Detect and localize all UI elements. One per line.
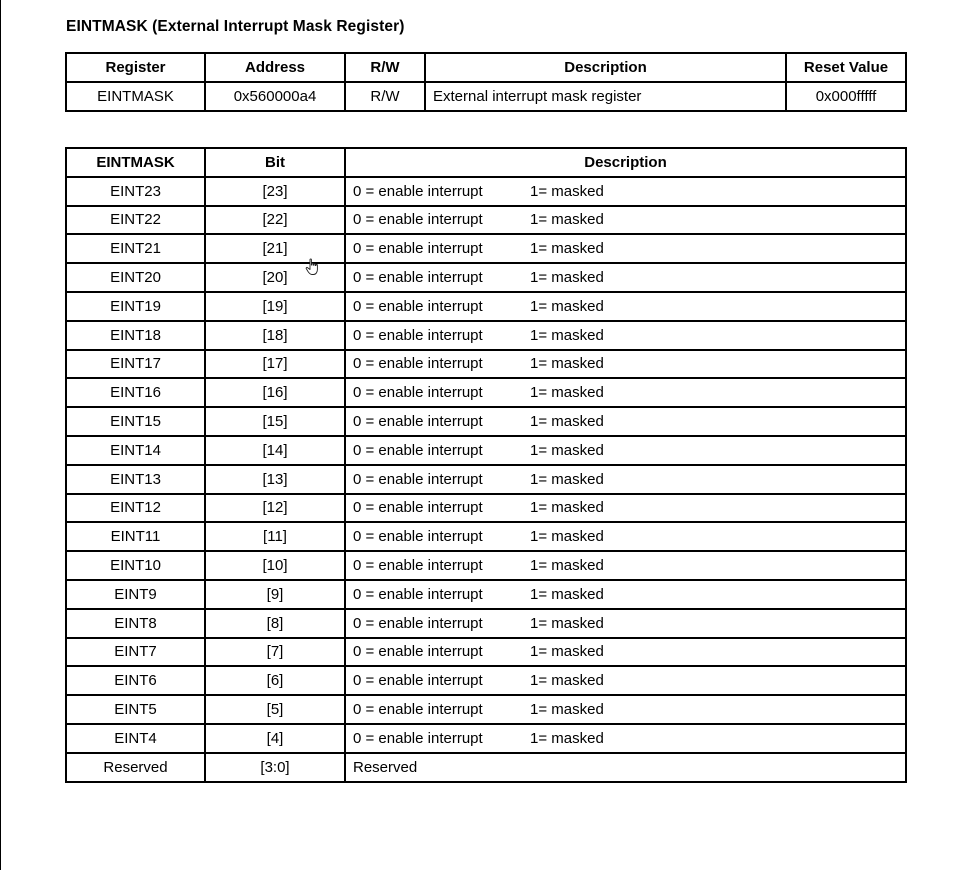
bit-description-cell bbox=[345, 177, 906, 206]
bit-description-cell bbox=[345, 378, 906, 407]
bit-description-one: 1= masked bbox=[530, 499, 604, 517]
bit-position-cell: [22] bbox=[205, 206, 345, 235]
column-header-description: Description bbox=[425, 53, 786, 82]
bit-table-row bbox=[66, 321, 906, 350]
bit-description-cell bbox=[345, 695, 906, 724]
bit-table-row bbox=[66, 666, 906, 695]
bit-description-one: 1= masked bbox=[530, 211, 604, 229]
bit-description-cell bbox=[345, 436, 906, 465]
bit-field-name-cell: EINT17 bbox=[66, 350, 205, 379]
bit-description-zero: 0 = enable interrupt bbox=[353, 240, 483, 258]
bit-table-row bbox=[66, 263, 906, 292]
bit-description-zero: 0 = enable interrupt bbox=[353, 182, 483, 200]
bit-field-name-cell: EINT20 bbox=[66, 263, 205, 292]
bit-table-row bbox=[66, 580, 906, 609]
bit-position-cell: [5] bbox=[205, 695, 345, 724]
bit-position-cell: [10] bbox=[205, 551, 345, 580]
bit-description-one: 1= masked bbox=[530, 269, 604, 287]
bit-table-row bbox=[66, 609, 906, 638]
bit-position-cell: [20] bbox=[205, 263, 345, 292]
bit-description-cell bbox=[345, 551, 906, 580]
bit-description-zero: 0 = enable interrupt bbox=[353, 470, 483, 488]
bit-description-one: 1= masked bbox=[530, 585, 604, 603]
bit-position-cell: [18] bbox=[205, 321, 345, 350]
bit-description-cell bbox=[345, 666, 906, 695]
bit-description-one: 1= masked bbox=[530, 413, 604, 431]
bit-field-table bbox=[65, 147, 907, 783]
bit-description-zero: 0 = enable interrupt bbox=[353, 211, 483, 229]
bit-table-row bbox=[66, 206, 906, 235]
bit-description-zero: 0 = enable interrupt bbox=[353, 269, 483, 287]
bit-description-cell bbox=[345, 465, 906, 494]
bit-description-cell bbox=[345, 350, 906, 379]
column-header-bit-description: Description bbox=[345, 148, 906, 177]
bit-table-row bbox=[66, 407, 906, 436]
bit-field-name-cell: EINT6 bbox=[66, 666, 205, 695]
register-table-header-row bbox=[66, 53, 906, 82]
bit-description-one: 1= masked bbox=[530, 557, 604, 575]
bit-position-cell: [21] bbox=[205, 234, 345, 263]
bit-field-name-cell: EINT4 bbox=[66, 724, 205, 753]
column-header-eintmask: EINTMASK bbox=[66, 148, 205, 177]
bit-field-name-cell: EINT5 bbox=[66, 695, 205, 724]
bit-description-zero: 0 = enable interrupt bbox=[353, 585, 483, 603]
bit-table-header-row bbox=[66, 148, 906, 177]
bit-description-cell bbox=[345, 609, 906, 638]
bit-position-cell: [14] bbox=[205, 436, 345, 465]
column-header-register: Register bbox=[66, 53, 205, 82]
bit-position-cell: [17] bbox=[205, 350, 345, 379]
bit-description-zero: 0 = enable interrupt bbox=[353, 384, 483, 402]
column-header-bit: Bit bbox=[205, 148, 345, 177]
bit-description-one: 1= masked bbox=[530, 355, 604, 373]
bit-table-row bbox=[66, 350, 906, 379]
column-header-rw: R/W bbox=[345, 53, 425, 82]
register-description-cell: External interrupt mask register bbox=[425, 82, 786, 111]
bit-position-cell: [3:0] bbox=[205, 753, 345, 782]
bit-description-cell bbox=[345, 724, 906, 753]
bit-description-one: 1= masked bbox=[530, 614, 604, 632]
column-header-reset-value: Reset Value bbox=[786, 53, 906, 82]
bit-description-zero: 0 = enable interrupt bbox=[353, 557, 483, 575]
bit-description-zero: 0 = enable interrupt bbox=[353, 326, 483, 344]
bit-position-cell: [12] bbox=[205, 494, 345, 523]
bit-description-one: 1= masked bbox=[530, 182, 604, 200]
bit-field-name-cell: EINT22 bbox=[66, 206, 205, 235]
bit-description-cell bbox=[345, 407, 906, 436]
register-reset-value-cell: 0x000fffff bbox=[786, 82, 906, 111]
bit-table-row bbox=[66, 292, 906, 321]
bit-field-name-cell: EINT11 bbox=[66, 522, 205, 551]
bit-description-zero: 0 = enable interrupt bbox=[353, 701, 483, 719]
register-summary-table bbox=[65, 52, 907, 112]
bit-description-one: 1= masked bbox=[530, 729, 604, 747]
bit-description-zero: Reserved bbox=[353, 758, 418, 776]
bit-description-one: 1= masked bbox=[530, 701, 604, 719]
bit-position-cell: [7] bbox=[205, 638, 345, 667]
hand-pointer-icon bbox=[305, 258, 321, 276]
bit-position-cell: [6] bbox=[205, 666, 345, 695]
bit-table-row bbox=[66, 436, 906, 465]
bit-description-one: 1= masked bbox=[530, 441, 604, 459]
bit-field-name-cell: EINT10 bbox=[66, 551, 205, 580]
bit-description-zero: 0 = enable interrupt bbox=[353, 441, 483, 459]
bit-field-name-cell: EINT19 bbox=[66, 292, 205, 321]
bit-description-one: 1= masked bbox=[530, 643, 604, 661]
bit-field-name-cell: Reserved bbox=[66, 753, 205, 782]
bit-description-zero: 0 = enable interrupt bbox=[353, 729, 483, 747]
bit-table-row bbox=[66, 695, 906, 724]
bit-position-cell: [19] bbox=[205, 292, 345, 321]
bit-description-one: 1= masked bbox=[530, 384, 604, 402]
bit-field-name-cell: EINT9 bbox=[66, 580, 205, 609]
bit-description-cell bbox=[345, 753, 906, 782]
bit-description-one: 1= masked bbox=[530, 297, 604, 315]
bit-field-name-cell: EINT7 bbox=[66, 638, 205, 667]
register-table-row bbox=[66, 82, 906, 111]
bit-description-zero: 0 = enable interrupt bbox=[353, 643, 483, 661]
bit-table-row bbox=[66, 522, 906, 551]
bit-description-one: 1= masked bbox=[530, 672, 604, 690]
bit-position-cell: [23] bbox=[205, 177, 345, 206]
page-left-edge bbox=[0, 0, 1, 870]
bit-description-cell bbox=[345, 522, 906, 551]
register-address-cell: 0x560000a4 bbox=[205, 82, 345, 111]
bit-description-zero: 0 = enable interrupt bbox=[353, 413, 483, 431]
bit-position-cell: [4] bbox=[205, 724, 345, 753]
bit-table-row bbox=[66, 465, 906, 494]
bit-field-name-cell: EINT16 bbox=[66, 378, 205, 407]
bit-description-zero: 0 = enable interrupt bbox=[353, 672, 483, 690]
bit-table-row bbox=[66, 638, 906, 667]
bit-field-name-cell: EINT21 bbox=[66, 234, 205, 263]
bit-position-cell: [11] bbox=[205, 522, 345, 551]
bit-description-cell bbox=[345, 292, 906, 321]
bit-position-cell: [16] bbox=[205, 378, 345, 407]
bit-table-row bbox=[66, 551, 906, 580]
bit-field-name-cell: EINT14 bbox=[66, 436, 205, 465]
bit-description-zero: 0 = enable interrupt bbox=[353, 614, 483, 632]
bit-description-zero: 0 = enable interrupt bbox=[353, 528, 483, 546]
register-name-cell: EINTMASK bbox=[66, 82, 205, 111]
bit-table-row bbox=[66, 177, 906, 206]
bit-description-one: 1= masked bbox=[530, 528, 604, 546]
bit-description-cell bbox=[345, 638, 906, 667]
bit-table-row bbox=[66, 724, 906, 753]
bit-position-cell: [13] bbox=[205, 465, 345, 494]
bit-description-zero: 0 = enable interrupt bbox=[353, 355, 483, 373]
bit-description-cell bbox=[345, 206, 906, 235]
bit-description-cell bbox=[345, 263, 906, 292]
bit-description-cell bbox=[345, 234, 906, 263]
page-title: EINTMASK (External Interrupt Mask Register) bbox=[66, 18, 405, 35]
bit-table-row bbox=[66, 378, 906, 407]
bit-description-cell bbox=[345, 580, 906, 609]
bit-table-body bbox=[66, 177, 906, 782]
bit-field-name-cell: EINT13 bbox=[66, 465, 205, 494]
bit-description-zero: 0 = enable interrupt bbox=[353, 499, 483, 517]
bit-description-one: 1= masked bbox=[530, 470, 604, 488]
column-header-address: Address bbox=[205, 53, 345, 82]
bit-field-name-cell: EINT15 bbox=[66, 407, 205, 436]
bit-position-cell: [8] bbox=[205, 609, 345, 638]
bit-field-name-cell: EINT18 bbox=[66, 321, 205, 350]
bit-position-cell: [9] bbox=[205, 580, 345, 609]
bit-description-cell bbox=[345, 321, 906, 350]
register-rw-cell: R/W bbox=[345, 82, 425, 111]
bit-description-zero: 0 = enable interrupt bbox=[353, 297, 483, 315]
bit-table-row bbox=[66, 753, 906, 782]
bit-position-cell: [15] bbox=[205, 407, 345, 436]
bit-description-cell bbox=[345, 494, 906, 523]
bit-description-one: 1= masked bbox=[530, 326, 604, 344]
bit-table-row bbox=[66, 494, 906, 523]
bit-field-name-cell: EINT8 bbox=[66, 609, 205, 638]
bit-field-name-cell: EINT12 bbox=[66, 494, 205, 523]
bit-field-name-cell: EINT23 bbox=[66, 177, 205, 206]
bit-description-one: 1= masked bbox=[530, 240, 604, 258]
bit-table-row bbox=[66, 234, 906, 263]
